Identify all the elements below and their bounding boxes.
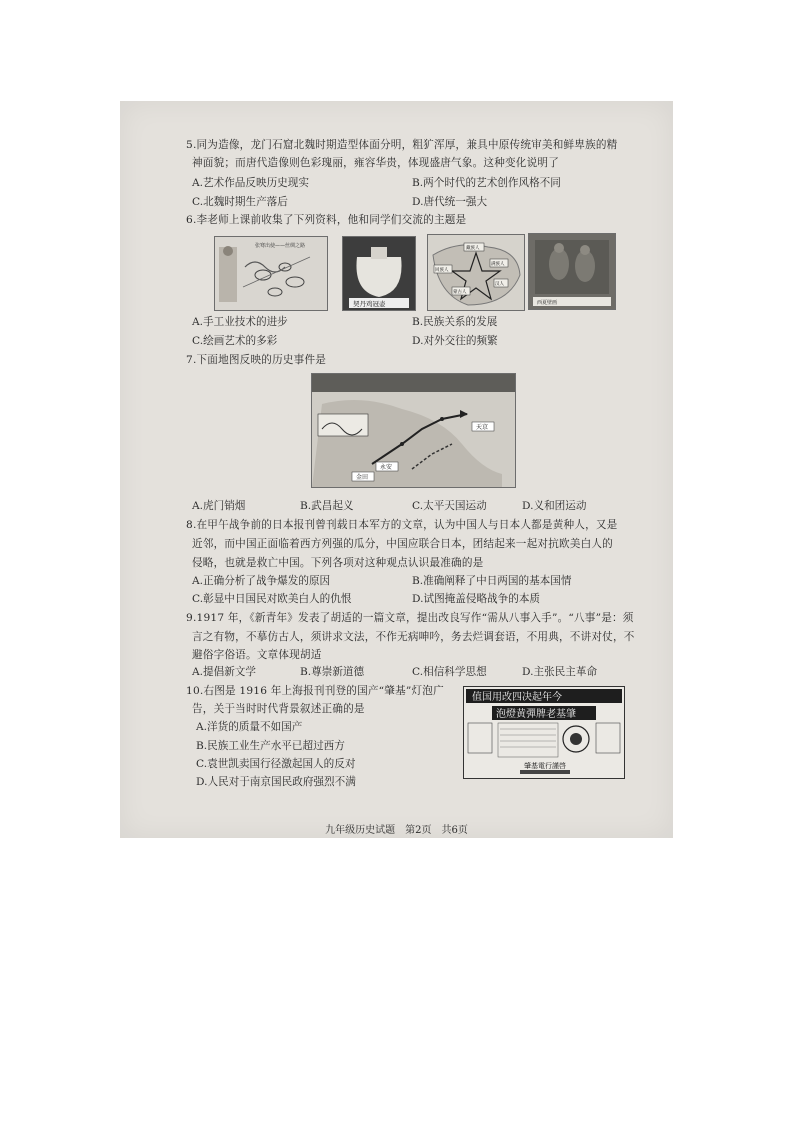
- q9-stem-line3: 避俗字俗语。文章体现胡适: [192, 649, 322, 661]
- q8-option-c: C.彰显中日国民对欧美白人的仇恨: [192, 593, 352, 605]
- q6-image3-label-4: 汉人: [495, 282, 504, 287]
- q7-option-c: C.太平天国运动: [412, 500, 487, 512]
- q10-option-b: B.民族工业生产水平已超过西方: [196, 740, 345, 752]
- q6-image3-label-2: 满族人: [491, 262, 505, 267]
- page-footer: 九年级历史试题 第2页 共6页: [325, 825, 468, 836]
- q8-stem-line3: 侵略，也就是救亡中国。下列各项对这种观点认识最准确的是: [192, 557, 484, 569]
- q6-option-b: B.民族关系的发展: [412, 316, 498, 328]
- q6-image-silk-road: [214, 236, 328, 311]
- q6-image3-label-5: 蒙古人: [453, 290, 467, 295]
- q8-option-b: B.准确阐释了中日两国的基本国情: [412, 575, 572, 587]
- q10-lightbulb-advertisement: [463, 686, 625, 779]
- q9-option-b: B.尊崇新道德: [300, 666, 365, 678]
- q8-stem-line1: 8.在甲午战争前的日本报刊曾刊载日本军方的文章，认为中国人与日本人都是黄种人，又是: [186, 519, 618, 531]
- q6-stem: 6.李老师上课前收集了下列资料，他和同学们交流的主题是: [186, 214, 467, 226]
- q7-map: [311, 373, 516, 488]
- q7-option-b: B.武昌起义: [300, 500, 354, 512]
- q5-option-a: A.艺术作品反映历史现实: [192, 177, 309, 189]
- q9-option-d: D.主张民主革命: [522, 666, 598, 678]
- q5-stem-line1: 5.同为造像，龙门石窟北魏时期造型体面分明，粗犷浑厚，兼具中原传统审美和鲜卑族的精: [186, 139, 618, 151]
- q7-option-a: A.虎门销烟: [192, 500, 246, 512]
- q6-image4-label: 西夏壁画: [537, 300, 558, 306]
- q8-option-d: D.试图掩盖侵略战争的本质: [412, 593, 541, 605]
- q10-ad-brand: 泡燈黄彈牌老基肇: [496, 709, 576, 720]
- q10-stem-line2: 告，关于当时时代背景叙述正确的是: [192, 703, 365, 715]
- q7-map-label-tianjing: 天京: [476, 424, 489, 431]
- q6-image2-label: 契丹鸡冠壶: [353, 300, 386, 308]
- q10-stem-line1: 10.右图是 1916 年上海报刊刊登的国产“肇基”灯泡广: [186, 685, 444, 697]
- q6-image-jar: [342, 236, 416, 311]
- q10-option-d: D.人民对于南京国民政府强烈不满: [196, 776, 356, 788]
- q9-stem-line2: 言之有物，不摹仿古人，须讲求文法，不作无病呻吟，务去烂调套语，不用典，不讲对仗，不: [192, 631, 635, 643]
- q6-option-d: D.对外交往的频繁: [412, 335, 498, 347]
- q6-image3-label-3: 回族人: [435, 268, 449, 273]
- q5-option-c: C.北魏时期生产落后: [192, 196, 288, 208]
- q5-option-b: B.两个时代的艺术创作风格不同: [412, 177, 561, 189]
- q10-ad-footer: 肇基電行謹啓: [524, 762, 566, 770]
- q6-image-mural: [528, 233, 616, 310]
- q8-stem-line2: 近邻，而中国正面临着西方列强的瓜分，中国应联合日本，团结起来一起对抗欧美白人的: [192, 538, 613, 550]
- q9-stem-line1: 9.1917 年，《新青年》发表了胡适的一篇文章，提出改良写作“需从八事入手”。“八事”是：须: [186, 612, 634, 624]
- q7-stem: 7.下面地图反映的历史事件是: [186, 354, 327, 366]
- q10-option-c: C.袁世凯卖国行径激起国人的反对: [196, 758, 356, 770]
- q10-ad-title: 值国用改四决起年今: [472, 692, 562, 703]
- q5-option-d: D.唐代统一强大: [412, 196, 488, 208]
- q9-option-a: A.提倡新文学: [192, 666, 256, 678]
- q8-option-a: A.正确分析了战争爆发的原因: [192, 575, 331, 587]
- q6-option-c: C.绘画艺术的多彩: [192, 335, 278, 347]
- q9-option-c: C.相信科学思想: [412, 666, 487, 678]
- q6-image1-label: 张骞出使——丝绸之路: [255, 243, 306, 249]
- q7-map-label-yongan: 永安: [380, 464, 393, 471]
- q7-map-label-jintian: 金田: [356, 474, 369, 481]
- q6-image-ethnic-map: [427, 234, 525, 311]
- q6-option-a: A.手工业技术的进步: [192, 316, 288, 328]
- q6-image3-label-1: 藏族人: [466, 246, 480, 251]
- q7-option-d: D.义和团运动: [522, 500, 587, 512]
- exam-page: [120, 101, 673, 838]
- q5-stem-line2: 神面貌；而唐代造像则色彩瑰丽，雍容华贵，体现盛唐气象。这种变化说明了: [192, 157, 559, 169]
- q10-option-a: A.洋货的质量不如国产: [196, 721, 303, 733]
